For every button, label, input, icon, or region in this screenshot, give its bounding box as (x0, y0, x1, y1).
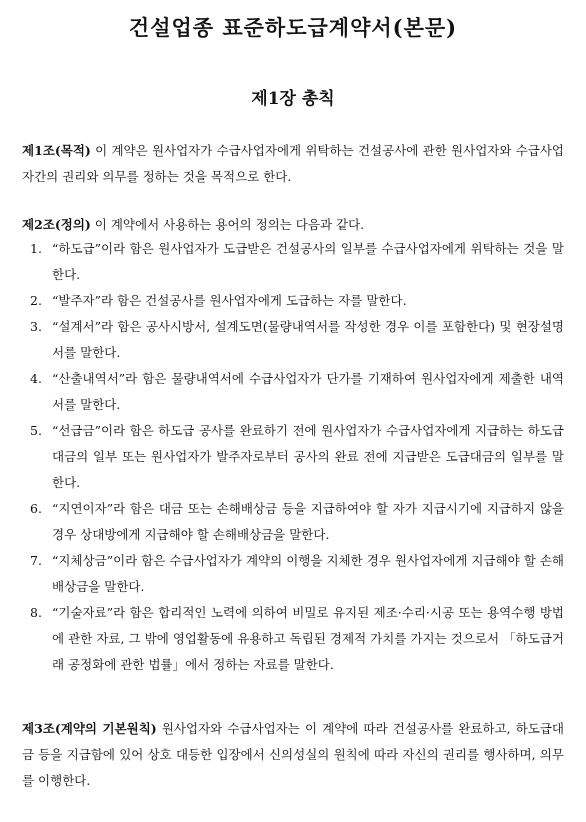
list-item-number: 8. (30, 605, 42, 620)
list-item-number: 1. (30, 241, 42, 256)
list-item-number: 7. (30, 553, 42, 568)
list-item-text: “발주자”라 함은 건설공사를 원사업자에게 도급하는 자를 말한다. (52, 293, 407, 308)
article-1-text: 이 계약은 원사업자가 수급사업자에게 위탁하는 건설공사에 관한 원사업자와 수급사업자간의 권리와 의무를 정하는 것을 목적으로 한다. (22, 143, 564, 184)
article-1 (22, 138, 564, 190)
list-item-number: 3. (30, 319, 42, 334)
list-item (22, 236, 564, 288)
list-item (22, 288, 564, 314)
list-item-number: 2. (30, 293, 42, 308)
article-2-label: 제2조(정의) (22, 217, 91, 232)
list-item (22, 600, 564, 678)
article-3-label: 제3조(계약의 기본원칙) (22, 721, 157, 736)
list-item-text: “지연이자”라 함은 대금 또는 손해배상금 등을 지급하여야 할 자가 지급시기에 지급하지 않을 경우 상대방에게 지급해야 할 손해배상금을 말한다. (52, 501, 564, 542)
article-3-text: 원사업자와 수급사업자는 이 계약에 따라 건설공사를 완료하고, 하도급대금 등을 지급함에 있어 상호 대등한 입장에서 신의성실의 원칙에 따라 자신의 권리를 행사하며, 의무를 이행한다. (22, 721, 564, 788)
list-item-text: “산출내역서”라 함은 물량내역서에 수급사업자가 단가를 기재하여 원사업자에게 제출한 내역서를 말한다. (52, 371, 564, 412)
definition-list (22, 236, 564, 678)
list-item (22, 496, 564, 548)
list-item-text: “기술자료”라 함은 합리적인 노력에 의하여 비밀로 유지된 제조·수리·시공 또는 용역수행 방법에 관한 자료, 그 밖에 영업활동에 유용하고 독립된 경제적 가치를 가지는 것으로서 「하도급거래 공정화에 관한 법률」에서 정하는 자료를 말한다. (52, 605, 564, 672)
list-item-text: “선급금”이라 함은 하도급 공사를 완료하기 전에 원사업자가 수급사업자에게 지급하는 하도급대금의 일부 또는 원사업자가 발주자로부터 공사의 완료 전에 지급받은 도급대금의 일부를 말한다. (52, 423, 564, 490)
list-item-number: 6. (30, 501, 42, 516)
list-item-text: “하도급”이라 함은 원사업자가 도급받은 건설공사의 일부를 수급사업자에게 위탁하는 것을 말한다. (52, 241, 564, 282)
list-item-text: “지체상금”이라 함은 수급사업자가 계약의 이행을 지체한 경우 원사업자에게 지급해야 할 손해배상금을 말한다. (52, 553, 564, 594)
document-title: 건설업종 표준하도급계약서(본문) (128, 15, 458, 40)
article-3 (22, 716, 564, 794)
list-item (22, 418, 564, 496)
article-2 (22, 212, 564, 238)
chapter-heading: 제1장 총칙 (251, 89, 335, 109)
article-2-text: 이 계약에서 사용하는 용어의 정의는 다음과 같다. (90, 217, 365, 232)
list-item-number: 5. (30, 423, 42, 438)
list-item-text: “설계서”라 함은 공사시방서, 설계도면(물량내역서를 작성한 경우 이를 포함한다) 및 현장설명서를 말한다. (52, 319, 564, 360)
article-1-label: 제1조(목적) (22, 143, 91, 158)
list-item (22, 548, 564, 600)
list-item-number: 4. (30, 371, 42, 386)
list-item (22, 314, 564, 366)
list-item (22, 366, 564, 418)
